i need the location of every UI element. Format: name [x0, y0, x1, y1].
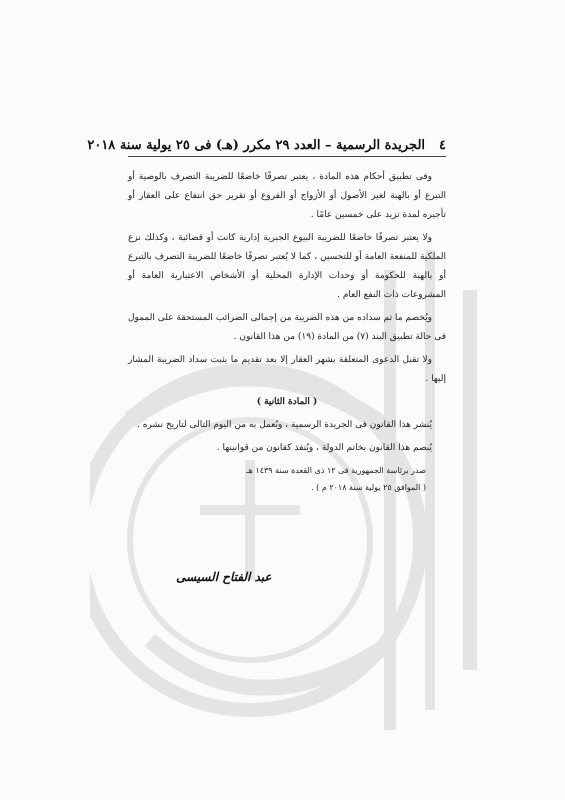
document-body	[128, 168, 446, 496]
signature: عبد الفتاح السيسى	[176, 570, 272, 584]
paragraph: ويُخصم ما تم سداده من هذه الضريبة من إجمالى الضرائب المستحقة على الممول فى حالة تطبيق البند (٧) من المادة (١٩) من هذا القانون .	[128, 313, 446, 342]
gazette-title: الجريدة الرسمية – العدد ٢٩ مكرر (هـ) فى ٢٥ يولية سنة ٢٠١٨	[87, 138, 426, 153]
corresponding-date: ( الموافق ٢٥ يولية سنة ٢٠١٨ م ) .	[311, 483, 426, 492]
paragraph: يُنشر هذا القانون فى الجريدة الرسمية ، ويُعمل به من اليوم التالى لتاريخ نشره .	[137, 420, 432, 430]
page-number: ٤	[439, 138, 446, 153]
article-title: ( المادة الثانية )	[256, 397, 318, 407]
issued-line: صدر برئاسة الجمهورية فى ١٢ ذى القعدة سنة ١٤٣٩ هـ	[246, 466, 426, 475]
paragraph: يُبصم هذا القانون بخاتم الدولة ، ويُنفذ كقانون من قوانينها .	[216, 443, 432, 453]
paragraph: ولا تقبل الدعوى المتعلقة بشهر العقار إلا بعد تقديم ما يثبت سداد الضريبة المشار إليها .	[128, 355, 446, 384]
paragraph: وفى تطبيق أحكام هذه المادة ، يعتبر تصرفًا خاضعًا للضريبة التصرف بالوصية أو التبرع أو بالهبة لغير الأصول أو الأزواج أو الفروع أو تقرير حق انتفاع على العقار أو تأجيره لمدة تزيد على خمسين عامًا .	[128, 172, 446, 220]
paragraph: ولا يعتبر تصرفًا خاضعًا للضريبة البيوع الجبرية إدارية كانت أو قضائية ، وكذلك نزع الملكية للمنفعة العامة أو للتحسين ، كما لا يُعتبر تصرفًا خاضعًا للضريبة التصرف بالتبرع أو بالهبة للحكومة أو وحدات الإدارة المحلية أو الأشخاص الاعتبارية العامة أو المشروعات ذات النفع العام .	[128, 233, 446, 300]
page-header	[87, 138, 446, 157]
